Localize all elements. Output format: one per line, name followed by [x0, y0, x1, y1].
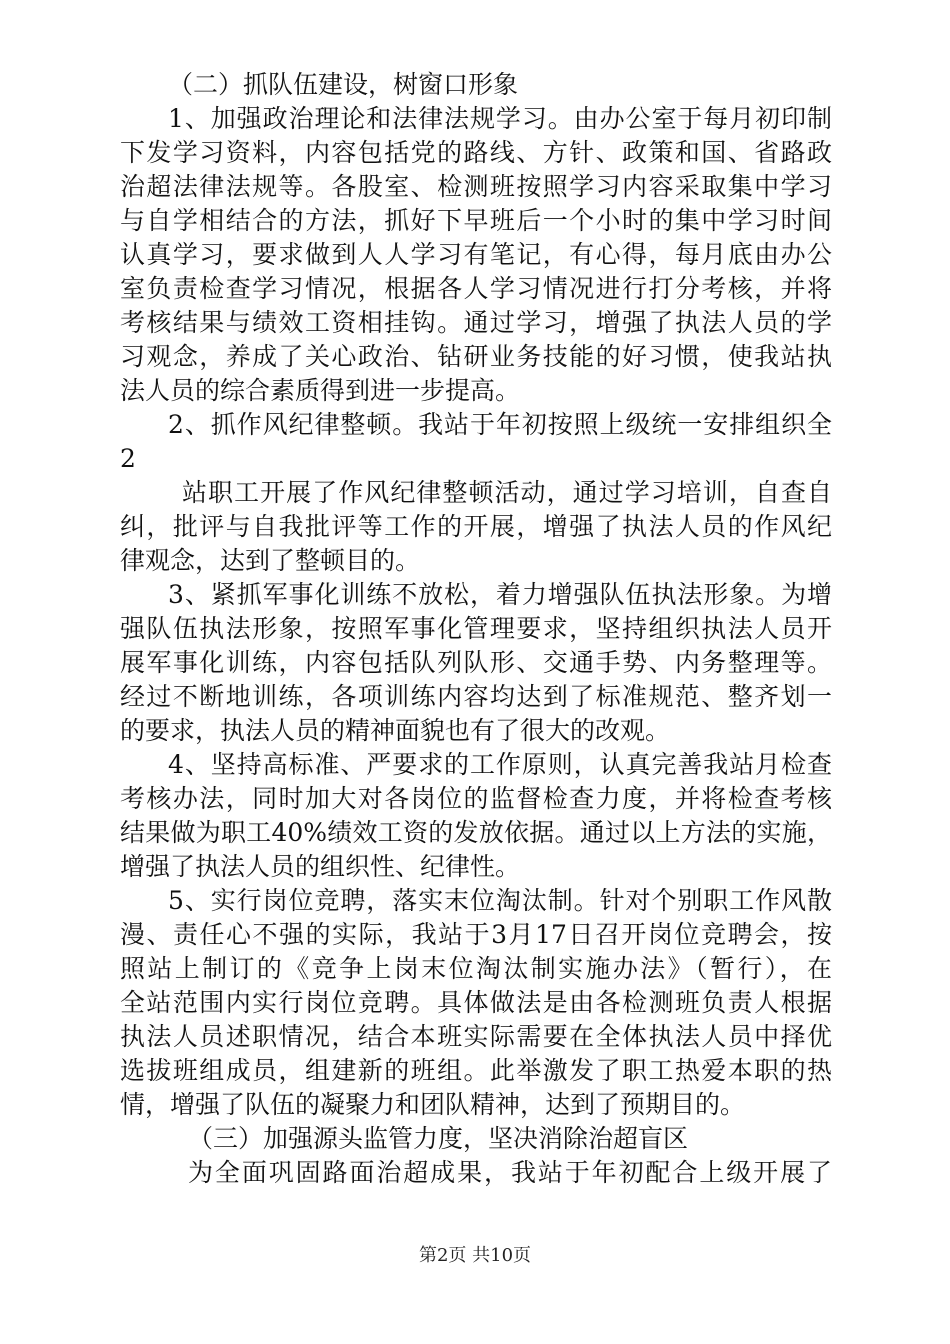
paragraph-1-line-5: 认真学习，要求做到人人学习有笔记，有心得，每月底由办公	[120, 240, 832, 269]
paragraph-5-line-2: 考核办法，同时加大对各岗位的监督检查力度，并将检查考核	[120, 784, 832, 813]
paragraph-1-line-9: 法人员的综合素质得到进一步提高。	[120, 376, 521, 405]
paragraph-7-line-1: 为全面巩固路面治超成果，我站于年初配合上级开展了	[188, 1158, 832, 1187]
paragraph-4-line-4: 经过不断地训练，各项训练内容均达到了标准规范、整齐划一	[120, 682, 832, 711]
paragraph-3-line-1: 站职工开展了作风纪律整顿活动，通过学习培训，自查自	[182, 478, 832, 507]
paragraph-4-line-5: 的要求，执法人员的精神面貌也有了很大的改观。	[120, 716, 671, 745]
paragraph-6-line-5: 执法人员述职情况，结合本班实际需要在全体执法人员中择优	[120, 1022, 832, 1051]
paragraph-3-line-2: 纠，批评与自我批评等工作的开展，增强了执法人员的作风纪	[120, 512, 832, 541]
page-number-footer: 第2页 共10页	[418, 1245, 532, 1266]
paragraph-1-line-3: 治超法律法规等。各股室、检测班按照学习内容采取集中学习	[120, 172, 832, 201]
paragraph-4-line-2: 强队伍执法形象，按照军事化管理要求，坚持组织执法人员开	[120, 614, 832, 643]
page-break-number: 2	[120, 444, 136, 473]
paragraph-6-line-6: 选拔班组成员，组建新的班组。此举激发了职工热爱本职的热	[120, 1056, 832, 1085]
paragraph-6-line-2: 漫、责任心不强的实际，我站于3月17日召开岗位竞聘会，按	[120, 920, 832, 949]
paragraph-6-line-3: 照站上制订的《竞争上岗末位淘汰制实施办法》（暂行），在	[120, 954, 832, 983]
paragraph-5-line-3: 结果做为职工40%绩效工资的发放依据。通过以上方法的实施，	[120, 818, 832, 847]
paragraph-1-line-2: 下发学习资料，内容包括党的路线、方针、政策和国、省路政	[120, 138, 832, 167]
section-heading-3: （三）加强源头监管力度，坚决消除治超盲区	[188, 1124, 689, 1153]
paragraph-1-line-4: 与自学相结合的方法，抓好下早班后一个小时的集中学习时间	[120, 206, 832, 235]
paragraph-4-line-3: 展军事化训练，内容包括队列队形、交通手势、内务整理等。	[120, 648, 832, 677]
paragraph-1-line-8: 习观念，养成了关心政治、钻研业务技能的好习惯，使我站执	[120, 342, 832, 371]
paragraph-3-line-3: 律观念，达到了整顿目的。	[120, 546, 421, 575]
section-heading-2: （二）抓队伍建设，树窗口形象	[168, 70, 519, 99]
paragraph-5-line-1: 4、坚持高标准、严要求的工作原则，认真完善我站月检查	[168, 750, 832, 779]
paragraph-1-line-6: 室负责检查学习情况，根据各人学习情况进行打分考核，并将	[120, 274, 832, 303]
paragraph-2-line-1: 2、抓作风纪律整顿。我站于年初按照上级统一安排组织全	[168, 410, 832, 439]
paragraph-4-line-1: 3、紧抓军事化训练不放松，着力增强队伍执法形象。为增	[168, 580, 832, 609]
paragraph-1-line-1: 1、加强政治理论和法律法规学习。由办公室于每月初印制	[168, 104, 832, 133]
paragraph-6-line-7: 情，增强了队伍的凝聚力和团队精神，达到了预期目的。	[120, 1090, 746, 1119]
paragraph-1-line-7: 考核结果与绩效工资相挂钩。通过学习，增强了执法人员的学	[120, 308, 832, 337]
paragraph-6-line-4: 全站范围内实行岗位竞聘。具体做法是由各检测班负责人根据	[120, 988, 832, 1017]
paragraph-5-line-4: 增强了执法人员的组织性、纪律性。	[120, 852, 521, 881]
paragraph-6-line-1: 5、实行岗位竞聘，落实末位淘汰制。针对个别职工作风散	[168, 886, 832, 915]
